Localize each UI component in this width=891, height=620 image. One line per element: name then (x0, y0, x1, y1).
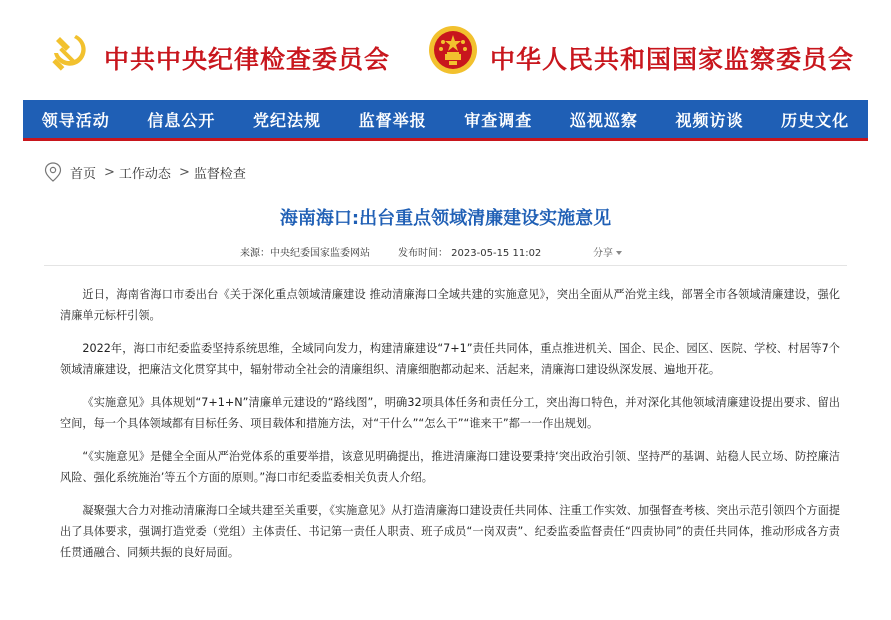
location-pin-icon (44, 162, 62, 182)
nav-item-video-interview[interactable]: 视频访谈 (675, 110, 744, 130)
main-nav (23, 100, 868, 141)
article-publish-time: 发布时间： 2023-05-15 11:02 (398, 248, 542, 259)
article-title: 海南海口:出台重点领域清廉建设实施意见 (279, 208, 612, 229)
breadcrumb-supervision[interactable]: 监督检查 (193, 166, 246, 182)
article-paragraph: 近日，海南省海口市委出台《关于深化重点领域清廉建设 推动清廉海口全域共建的实施意见》，突出全面从严治党主线，部署全市各领域清廉建设，强化清廉单元标杆引领。 (60, 288, 840, 322)
chevron-down-icon (616, 251, 622, 255)
nav-item-info-disclosure[interactable]: 信息公开 (147, 110, 216, 130)
breadcrumb-home[interactable]: 首页 (70, 166, 97, 182)
party-emblem-icon[interactable] (46, 29, 90, 73)
article-body (60, 284, 840, 575)
nav-item-history-culture[interactable]: 历史文化 (781, 110, 850, 130)
article-paragraph: 《实施意见》具体规划“7+1+N”清廉单元建设的“路线图”，明确32项具体任务和责任分工，突出海口特色，并对深化其他领域清廉建设提出要求、留出空间，每一个具体领域都有目标任务、项目载体和措施方法，对“干什么”“怎么干”“谁来干”都一一作出规划。 (60, 396, 840, 430)
nav-item-investigation[interactable]: 审查调查 (464, 110, 533, 130)
nav-item-inspection[interactable]: 巡视巡察 (569, 110, 638, 130)
nsc-title[interactable]: 中华人民共和国国家监察委员会 (490, 45, 855, 74)
article-source: 来源：中央纪委国家监委网站 (240, 248, 370, 259)
nav-item-supervision-report[interactable]: 监督举报 (358, 110, 427, 130)
nav-item-party-regulations[interactable]: 党纪法规 (253, 110, 322, 130)
share-button[interactable] (593, 244, 622, 259)
site-header (0, 0, 891, 100)
divider (44, 265, 847, 266)
share-label: 分享 (593, 248, 613, 259)
breadcrumb (44, 162, 246, 182)
breadcrumb-separator: > (178, 164, 190, 180)
breadcrumb-separator: > (104, 164, 115, 180)
article-paragraph: 凝聚强大合力对推动清廉海口全域共建至关重要，《实施意见》从打造清廉海口建设责任共同体、注重工作实效、加强督查考核、突出示范引领四个方面提出了具体要求，强调打造党委（党组）主体责任、书记第一责任人职责、班子成员“一岗双责”、纪委监委监督责任“四责协同”的责任共同体，推动形成各方责任贯通融合、同频共振的良好局面。 (60, 504, 840, 559)
article-paragraph: 2022年，海口市纪委监委坚持系统思维，全域同向发力，构建清廉建设“7+1”责任共同体，重点推进机关、国企、民企、园区、医院、学校、村居等7个领域清廉建设，把廉洁文化贯穿其中，辐射带动全社会的清廉组织、清廉细胞都动起来、活起来，清廉海口建设纵深发展、遍地开花。 (60, 342, 840, 376)
article-paragraph: “《实施意见》是健全全面从严治党体系的重要举措，该意见明确提出，推进清廉海口建设要秉持‘突出政治引领、坚持严的基调、站稳人民立场、防控廉洁风险、强化系统施治’等五个方面的原则。”海口市纪委监委相关负责人介绍。 (60, 450, 840, 484)
nav-item-leadership[interactable]: 领导活动 (41, 110, 110, 130)
national-emblem-icon[interactable] (428, 25, 478, 75)
cpc-ccdi-title[interactable]: 中共中央纪律检查委员会 (104, 45, 391, 74)
breadcrumb-work-news[interactable]: 工作动态 (118, 166, 171, 182)
